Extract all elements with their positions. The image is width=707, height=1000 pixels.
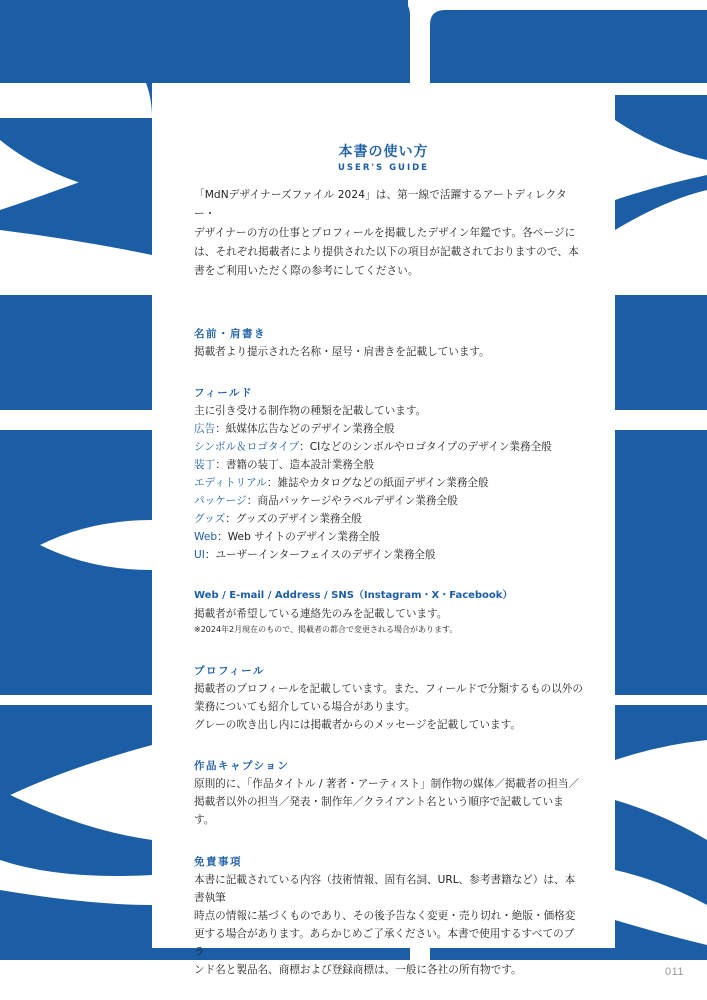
guide-content [194,186,584,979]
bg-shape-left-7 [0,790,152,876]
intro-line: デザイナーの方の仕事とプロフィールを掲載したデザイン年鑑です。各ページに [194,227,576,239]
section-line: ンド名と製品名、商標および登録商標は、一般に各社の所有物です。 [194,964,522,976]
section-line: 掲載者のプロフィールを記載しています。また、フィールドで分類するもの以外の [194,683,583,695]
field-desc: ：紙媒体広告などのデザイン業務全般 [215,423,395,435]
page-subtitle: USER'S GUIDE [338,163,429,173]
section-name [194,325,584,361]
bg-shape-left-5 [0,430,152,695]
field-term: 装丁 [194,459,216,471]
section-body: 掲載者より提示された名称・屋号・肩書きを記載しています。 [194,346,490,358]
field-desc: ：雑誌やカタログなどの紙面デザイン業務全般 [266,477,489,489]
bg-shape-left-6 [0,705,152,800]
section-line: 原則的に、「作品タイトル / 著者・アーティスト」制作物の媒体／掲載者の担当／ [194,778,579,790]
section-line: 本書に記載されている内容（技術情報、固有名詞、URL、参考書籍など）は、本書執筆 [194,874,576,904]
bg-shape-right-3 [615,175,707,230]
section-contact [194,587,584,637]
field-desc: ：CIなどのシンボルやロゴタイプのデザイン業務全般 [299,441,552,453]
bg-shape-right-4 [615,295,707,410]
field-item [194,546,584,564]
field-desc: ：書籍の装丁、造本設計業務全般 [215,459,375,471]
field-term: Web [194,531,218,543]
field-desc: ：グッズのデザイン業務全般 [225,513,362,525]
section-line: 業務についても紹介している場合があります。 [194,701,416,713]
field-item [194,456,584,474]
field-term: UI [194,549,205,561]
intro-line: 「MdNデザイナーズファイル 2024」は、第一線で活躍するアートディレクター・ [194,189,567,220]
section-note: ※2024年2月現在のもので、掲載者の都合で変更される場合があります。 [194,625,458,634]
bg-shape-right-7 [615,800,707,905]
section-field [194,384,584,564]
section-heading: フィールド [194,387,253,399]
section-heading: 作品キャプション [194,760,290,772]
field-item [194,420,584,438]
guide-panel [152,83,615,976]
field-desc: ：商品パッケージやラベルデザイン業務全般 [246,495,458,507]
section-line: 時点の情報に基づくものであり、その後予告なく変更・売り切れ・絶版・価格変 [194,910,576,922]
bg-shape-right-2 [615,95,707,160]
section-line: グレーの吹き出し内には掲載者からのメッセージを記載しています。 [194,719,521,731]
page-number: 011 [665,966,685,978]
field-term: 広告 [194,423,216,435]
section-heading: プロフィール [194,665,265,677]
field-item [194,438,584,456]
field-desc: ：Web サイトのデザイン業務全般 [217,531,380,543]
field-item [194,474,584,492]
field-item [194,510,584,528]
field-term: パッケージ [194,495,247,507]
field-item [194,528,584,546]
intro-line: 書をご利用いただく際の参考にしてください。 [194,265,419,277]
field-term: グッズ [194,513,226,525]
page-title: 本書の使い方 [338,144,429,160]
field-desc: ：ユーザーインターフェイスのデザイン業務全般 [204,549,436,561]
intro-paragraph [194,186,584,281]
field-item [194,492,584,510]
section-line: 更する場合があります。あらかじめご了承ください。本書で使用するすべてのブラ [194,928,575,958]
bg-shape-left-4 [0,295,152,410]
bg-shape-right-5 [615,430,707,695]
section-line: 掲載者以外の担当／発表・制作年／クライアント名という順序で記載しています。 [194,796,564,826]
section-profile [194,662,584,734]
section-heading: Web / E-mail / Address / SNS（Instagram・X・Facebook） [194,590,513,601]
bg-shape-right-6 [615,705,707,760]
bg-shape-left-1 [0,0,410,83]
field-term: シンボル＆ロゴタイプ [194,441,300,453]
bg-shape-right-1 [430,10,707,83]
section-caption [194,757,584,829]
intro-line: は、それぞれ掲載者により提供された以下の項目が記載されておりますので、本 [194,246,579,258]
field-term: エディトリアル [194,477,267,489]
section-heading: 名前・肩書き [194,328,266,340]
section-body: 主に引き受ける制作物の種類を記載しています。 [194,405,427,417]
section-body: 掲載者が希望している連絡先のみを記載しています。 [194,608,448,620]
section-heading: 免責事項 [194,856,242,868]
section-disclaimer [194,853,584,979]
